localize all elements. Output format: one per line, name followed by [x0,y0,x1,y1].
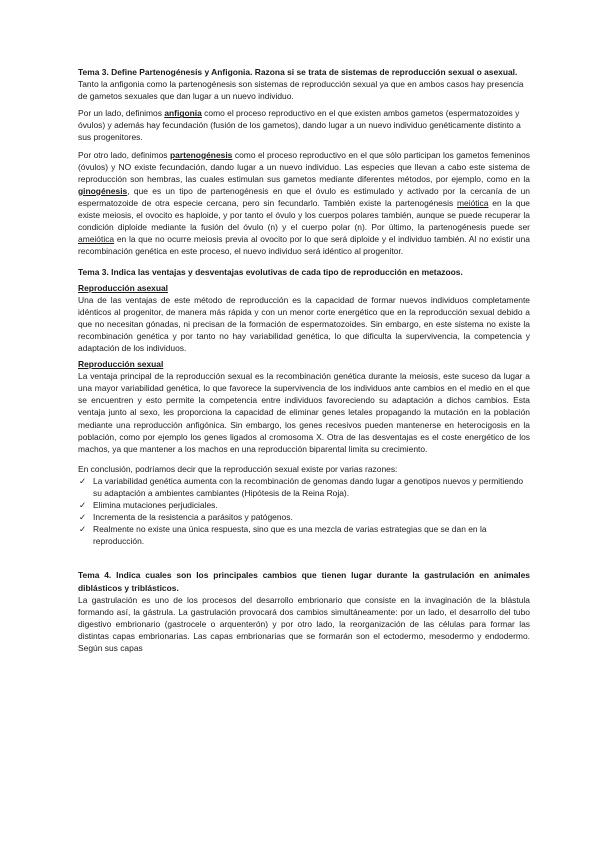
term-meiotica: meiótica [457,197,489,208]
paragraph-sexual: La ventaja principal de la reproducción sexual es la recombinación genética durante la meiosis, este suceso da lugar a una mayor variabilidad genética, lo que favorece la supervivencia de los individuos ante cambios en el medio en el que se encuentren y esto permite la competencia entre individuos favoreciendo su adaptación a dichos cambios. Esta ventaja junto al sexo, les proporciona la capacidad de eliminar genes letales propagando la mutación en la población mediante una reproducción anfigónica. Sin embargo, los genes recesivos pueden mantenerse en heterocigosis en la población, como por ejemplo los genes ligados al cromosoma X. Otra de las desventajas es el coste energético de los machos, ya que mantener a los machos en una reproducción biparental limita su crecimiento. [78,371,530,454]
section-title-gastrulacion: Tema 4. Indica cuales son los principales cambios que tienen lugar durante la gastrulación en animales diblásticos y triblásticos. [78,570,530,593]
paragraph-asexual: Una de las ventajas de este método de reproducción es la capacidad de formar nuevos individuos completamente idénticos al progenitor, de manera más rápida y con un menor corte energético que en la reproducción sexual debido a que no necesitan gónadas, ni precisan de la formación de espermatozoides. Sin embargo, en este sistema no existe la recombinación genética y por tanto no hay variabilidad genética, lo que dificulta la supervivencia, la competencia y adaptación de los individuos. [78,294,530,353]
reasons-list [78,475,530,548]
list-item: ✓ La variabilidad genética aumenta con la recombinación de genomas dando lugar a genotipos nuevos y permitiendo su adaptación a ambientes cambiantes (Hipótesis de la Reina Roja). [79,475,524,498]
document-page [78,66,530,654]
list-item: ✓ Realmente no existe una única respuesta, sino que es una mezcla de varias estrategias que se dan en la reproducción. [79,524,487,547]
paragraph-gastrulacion: La gastrulación es uno de los procesos del desarrollo embrionario que consiste en la invaginación de la blástula formando así, la gástrula. La gastrulación provocará dos cambios simultáneamente: por un lado, el desarrollo del tubo digestivo embrionario (gastrocele o arquenterón) y por otro lado, la reorganización de las células para formar las distintas capas embrionarias. Las capas embrionarias que se formarán son el ectodermo, mesodermo y endodermo. Según sus capas [78,594,530,654]
check-icon: ✓ [79,475,87,486]
paragraph-conclusion: En conclusión, podríamos decir que la reproducción sexual existe por varias razones: [78,463,398,474]
paragraph-intro: Tanto la anfigonia como la partenogénesis son sistemas de reproducción sexual ya que en ambos casos hay presencia de gametos sexuales que dan lugar a un nuevo individuo. [78,79,524,102]
term-partenogenesis: partenogénesis [170,149,233,160]
check-icon: ✓ [79,500,87,511]
paragraph-anfigonia: Por un lado, definimos anfigonia como el proceso reproductivo en el que existen ambos gametos (espermatozoides y óvulos) y además hay fecundación (fusión de los gametos), dando lugar a un nuevo individuo genéticamente distinto a sus progenitores. [78,108,521,143]
check-icon: ✓ [79,524,87,535]
section-title-partenogenesis: Tema 3. Define Partenogénesis y Anfigonia. Razona si se trata de sistemas de reproducción sexual o asexual. [78,67,518,77]
subheading-sexual: Reproducción sexual [78,359,164,370]
term-ginogenesis: ginogénesis [78,185,128,196]
term-anfigonia: anfigonia [164,108,202,119]
check-icon: ✓ [79,512,87,523]
section-title-ventajas: Tema 3. Indica las ventajas y desventajas evolutivas de cada tipo de reproducción en metazoos. [78,267,463,278]
list-item: ✓ Elimina mutaciones perjudiciales. [79,500,218,511]
subheading-asexual: Reproducción asexual [78,282,169,293]
list-item: ✓ Incrementa de la resistencia a parásitos y patógenos. [79,512,293,523]
term-ameiotica: ameiótica [78,234,115,245]
paragraph-partenogenesis: Por otro lado, definimos partenogénesis como el proceso reproductivo en el que sólo participan los gametos femeninos (óvulos) y NO existe fecundación, dando lugar a un nuevo individuo. Las especies que llevan a cabo este sistema de reproducción son hembras, las cuales estimulan sus gametos mediante diferentes métodos, por ejemplo, como en la ginogénesis, que es un tipo de partenogénesis en que el óvulo es estimulado y activado por la cercanía de un espermatozoide de otra especie cercana, pero sin fecundarlo. También existe la partenogénesis meiótica en la que existe meiosis, el ovocito es haploide, y por tanto el óvulo y los cuerpos polares también, aunque se puede recuperar la condición diploide mediante la fusión del óvulo (n) y el cuerpo polar (n). Por último, la partenogénesis puede ser ameiótica en la que no ocurre meiosis previa al ovocito por lo que será diploide y el individuo también. Al no existir una recombinación genética en este proceso, el nuevo individuo será idéntico al progenitor. [78,149,531,257]
